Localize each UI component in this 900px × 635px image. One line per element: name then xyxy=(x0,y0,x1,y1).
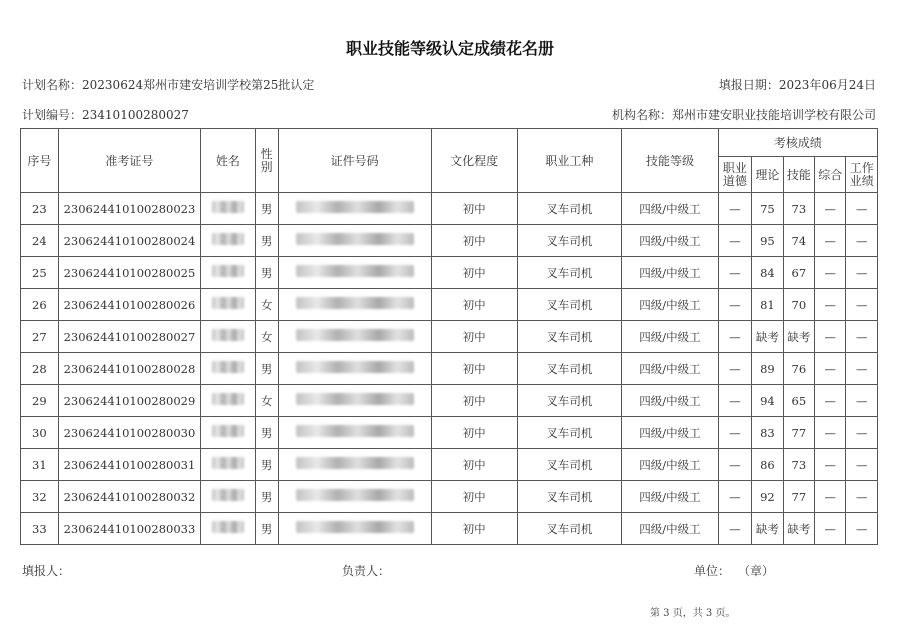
cell-theory: 89 xyxy=(752,353,783,385)
cell-exam-no: 230624410100280033 xyxy=(58,513,200,545)
cell-education: 初中 xyxy=(431,321,517,353)
cell-exam-no: 230624410100280023 xyxy=(58,193,200,225)
cell-name xyxy=(201,513,255,545)
cell-comprehensive: — xyxy=(815,193,846,225)
header-gender: 性别 xyxy=(255,129,278,193)
cell-level: 四级/中级工 xyxy=(622,449,718,481)
cell-theory: 75 xyxy=(752,193,783,225)
redacted-name xyxy=(212,393,244,405)
cell-theory: 83 xyxy=(752,417,783,449)
redacted-name xyxy=(212,457,244,469)
cell-gender: 男 xyxy=(255,193,278,225)
cell-comprehensive: — xyxy=(815,513,846,545)
cell-comprehensive: — xyxy=(815,353,846,385)
cell-theory: 92 xyxy=(752,481,783,513)
cell-skill: 73 xyxy=(783,193,814,225)
header-exam-no: 准考证号 xyxy=(58,129,200,193)
cell-exam-no: 230624410100280030 xyxy=(58,417,200,449)
cell-exam-no: 230624410100280032 xyxy=(58,481,200,513)
cell-performance: — xyxy=(846,353,878,385)
cell-gender: 女 xyxy=(255,321,278,353)
cell-occupation: 叉车司机 xyxy=(517,513,622,545)
cell-gender: 男 xyxy=(255,225,278,257)
cell-exam-no: 230624410100280031 xyxy=(58,449,200,481)
header-seq: 序号 xyxy=(21,129,59,193)
redacted-id-number xyxy=(296,361,414,373)
cell-education: 初中 xyxy=(431,449,517,481)
cell-name xyxy=(201,449,255,481)
unit-label: 单位： xyxy=(694,564,731,578)
cell-level: 四级/中级工 xyxy=(622,225,718,257)
cell-ethics: — xyxy=(718,225,752,257)
table-row xyxy=(21,353,878,385)
fill-date xyxy=(719,76,876,93)
fill-date-label: 填报日期： xyxy=(718,78,779,92)
table-body xyxy=(21,193,878,545)
cell-seq: 33 xyxy=(21,513,59,545)
header-skill: 技能 xyxy=(783,157,814,193)
cell-occupation: 叉车司机 xyxy=(517,193,622,225)
cell-comprehensive: — xyxy=(815,385,846,417)
cell-performance: — xyxy=(846,417,878,449)
cell-id-no xyxy=(278,321,431,353)
redacted-name xyxy=(212,233,244,245)
cell-seq: 32 xyxy=(21,481,59,513)
header-ethics: 职业道德 xyxy=(718,157,752,193)
page-info: 第 3 页，共 3 页。 xyxy=(650,608,736,619)
cell-occupation: 叉车司机 xyxy=(517,481,622,513)
table-row xyxy=(21,481,878,513)
cell-theory: 缺考 xyxy=(752,321,783,353)
redacted-id-number xyxy=(296,265,414,277)
cell-occupation: 叉车司机 xyxy=(517,449,622,481)
cell-id-no xyxy=(278,257,431,289)
cell-exam-no: 230624410100280025 xyxy=(58,257,200,289)
cell-education: 初中 xyxy=(431,417,517,449)
header-education: 文化程度 xyxy=(431,129,517,193)
cell-exam-no: 230624410100280026 xyxy=(58,289,200,321)
cell-level: 四级/中级工 xyxy=(622,193,718,225)
cell-seq: 26 xyxy=(21,289,59,321)
cell-seq: 25 xyxy=(21,257,59,289)
cell-id-no xyxy=(278,193,431,225)
cell-occupation: 叉车司机 xyxy=(517,321,622,353)
cell-comprehensive: — xyxy=(815,289,846,321)
redacted-id-number xyxy=(296,329,414,341)
cell-education: 初中 xyxy=(431,225,517,257)
cell-name xyxy=(201,289,255,321)
organization-value: 郑州市建安职业技能培训学校有限公司 xyxy=(671,108,876,122)
header-theory: 理论 xyxy=(752,157,783,193)
redacted-id-number xyxy=(296,393,414,405)
header-performance: 工作业绩 xyxy=(846,157,878,193)
cell-seq: 29 xyxy=(21,385,59,417)
cell-level: 四级/中级工 xyxy=(622,257,718,289)
cell-education: 初中 xyxy=(431,481,517,513)
cell-level: 四级/中级工 xyxy=(622,353,718,385)
plan-name-value: 20230624郑州市建安培训学校第25批认定 xyxy=(82,78,315,92)
cell-education: 初中 xyxy=(431,193,517,225)
cell-skill: 缺考 xyxy=(783,513,814,545)
cell-exam-no: 230624410100280024 xyxy=(58,225,200,257)
cell-skill: 73 xyxy=(783,449,814,481)
organization-label: 机构名称： xyxy=(611,108,672,122)
cell-skill: 76 xyxy=(783,353,814,385)
cell-id-no xyxy=(278,385,431,417)
cell-skill: 70 xyxy=(783,289,814,321)
cell-education: 初中 xyxy=(431,513,517,545)
table-row xyxy=(21,257,878,289)
redacted-name xyxy=(212,489,244,501)
cell-name xyxy=(201,385,255,417)
cell-name xyxy=(201,193,255,225)
table-row xyxy=(21,321,878,353)
page-title: 职业技能等级认定成绩花名册 xyxy=(345,39,554,58)
cell-comprehensive: — xyxy=(815,481,846,513)
filler-label: 填报人： xyxy=(22,564,71,578)
score-roster-table xyxy=(20,128,878,545)
cell-id-no xyxy=(278,449,431,481)
cell-gender: 男 xyxy=(255,257,278,289)
cell-id-no xyxy=(278,417,431,449)
cell-level: 四级/中级工 xyxy=(622,385,718,417)
cell-gender: 男 xyxy=(255,449,278,481)
cell-level: 四级/中级工 xyxy=(622,481,718,513)
redacted-id-number xyxy=(296,457,414,469)
cell-education: 初中 xyxy=(431,385,517,417)
organization xyxy=(612,106,876,123)
fill-date-value: 2023年06月24日 xyxy=(778,78,876,92)
cell-education: 初中 xyxy=(431,289,517,321)
cell-id-no xyxy=(278,513,431,545)
cell-occupation: 叉车司机 xyxy=(517,353,622,385)
redacted-name xyxy=(212,521,244,533)
cell-performance: — xyxy=(846,257,878,289)
table-row xyxy=(21,289,878,321)
cell-seq: 30 xyxy=(21,417,59,449)
cell-theory: 86 xyxy=(752,449,783,481)
table-row xyxy=(21,417,878,449)
cell-occupation: 叉车司机 xyxy=(517,385,622,417)
cell-level: 四级/中级工 xyxy=(622,289,718,321)
cell-theory: 95 xyxy=(752,225,783,257)
plan-name xyxy=(22,76,314,93)
cell-skill: 77 xyxy=(783,481,814,513)
cell-id-no xyxy=(278,353,431,385)
cell-performance: — xyxy=(846,225,878,257)
cell-gender: 男 xyxy=(255,417,278,449)
cell-ethics: — xyxy=(718,513,752,545)
cell-gender: 男 xyxy=(255,481,278,513)
cell-comprehensive: — xyxy=(815,417,846,449)
table-row xyxy=(21,385,878,417)
cell-gender: 女 xyxy=(255,385,278,417)
plan-name-label: 计划名称： xyxy=(22,78,83,92)
cell-occupation: 叉车司机 xyxy=(517,225,622,257)
header-scores-group: 考核成绩 xyxy=(718,129,877,157)
cell-comprehensive: — xyxy=(815,225,846,257)
plan-number xyxy=(22,106,189,123)
redacted-name xyxy=(212,201,244,213)
header-name: 姓名 xyxy=(201,129,255,193)
cell-exam-no: 230624410100280027 xyxy=(58,321,200,353)
plan-number-value: 23410100280027 xyxy=(82,108,189,122)
plan-number-label: 计划编号： xyxy=(22,108,83,122)
seal-label: （章） xyxy=(738,564,775,578)
cell-theory: 94 xyxy=(752,385,783,417)
header-level: 技能等级 xyxy=(622,129,718,193)
cell-level: 四级/中级工 xyxy=(622,513,718,545)
cell-ethics: — xyxy=(718,353,752,385)
redacted-name xyxy=(212,361,244,373)
cell-ethics: — xyxy=(718,257,752,289)
cell-id-no xyxy=(278,289,431,321)
cell-ethics: — xyxy=(718,417,752,449)
cell-occupation: 叉车司机 xyxy=(517,417,622,449)
cell-level: 四级/中级工 xyxy=(622,321,718,353)
table-row xyxy=(21,449,878,481)
cell-name xyxy=(201,417,255,449)
cell-performance: — xyxy=(846,193,878,225)
cell-comprehensive: — xyxy=(815,257,846,289)
cell-name xyxy=(201,353,255,385)
table-row xyxy=(21,513,878,545)
cell-performance: — xyxy=(846,449,878,481)
table-row xyxy=(21,193,878,225)
cell-gender: 男 xyxy=(255,353,278,385)
cell-comprehensive: — xyxy=(815,321,846,353)
cell-exam-no: 230624410100280029 xyxy=(58,385,200,417)
cell-exam-no: 230624410100280028 xyxy=(58,353,200,385)
cell-skill: 77 xyxy=(783,417,814,449)
cell-id-no xyxy=(278,225,431,257)
cell-skill: 65 xyxy=(783,385,814,417)
cell-performance: — xyxy=(846,481,878,513)
cell-ethics: — xyxy=(718,321,752,353)
redacted-id-number xyxy=(296,425,414,437)
cell-level: 四级/中级工 xyxy=(622,417,718,449)
cell-theory: 缺考 xyxy=(752,513,783,545)
table-row xyxy=(21,225,878,257)
cell-ethics: — xyxy=(718,481,752,513)
cell-skill: 74 xyxy=(783,225,814,257)
redacted-name xyxy=(212,297,244,309)
cell-seq: 31 xyxy=(21,449,59,481)
cell-performance: — xyxy=(846,289,878,321)
cell-name xyxy=(201,257,255,289)
cell-occupation: 叉车司机 xyxy=(517,257,622,289)
redacted-id-number xyxy=(296,297,414,309)
cell-gender: 女 xyxy=(255,289,278,321)
redacted-name xyxy=(212,265,244,277)
redacted-name xyxy=(212,329,244,341)
cell-seq: 24 xyxy=(21,225,59,257)
cell-seq: 23 xyxy=(21,193,59,225)
cell-education: 初中 xyxy=(431,257,517,289)
cell-performance: — xyxy=(846,513,878,545)
redacted-name xyxy=(212,425,244,437)
cell-gender: 男 xyxy=(255,513,278,545)
cell-ethics: — xyxy=(718,193,752,225)
redacted-id-number xyxy=(296,489,414,501)
cell-ethics: — xyxy=(718,289,752,321)
cell-name xyxy=(201,481,255,513)
cell-comprehensive: — xyxy=(815,449,846,481)
redacted-id-number xyxy=(296,521,414,533)
cell-id-no xyxy=(278,481,431,513)
redacted-id-number xyxy=(296,201,414,213)
redacted-id-number xyxy=(296,233,414,245)
cell-skill: 缺考 xyxy=(783,321,814,353)
cell-name xyxy=(201,321,255,353)
header-occupation: 职业工种 xyxy=(517,129,622,193)
cell-theory: 81 xyxy=(752,289,783,321)
cell-seq: 28 xyxy=(21,353,59,385)
cell-theory: 84 xyxy=(752,257,783,289)
cell-performance: — xyxy=(846,321,878,353)
cell-ethics: — xyxy=(718,449,752,481)
person-in-charge-label: 负责人： xyxy=(342,564,391,578)
cell-seq: 27 xyxy=(21,321,59,353)
cell-education: 初中 xyxy=(431,353,517,385)
cell-ethics: — xyxy=(718,385,752,417)
header-comprehensive: 综合 xyxy=(815,157,846,193)
cell-skill: 67 xyxy=(783,257,814,289)
cell-performance: — xyxy=(846,385,878,417)
cell-name xyxy=(201,225,255,257)
header-id-no: 证件号码 xyxy=(278,129,431,193)
cell-occupation: 叉车司机 xyxy=(517,289,622,321)
